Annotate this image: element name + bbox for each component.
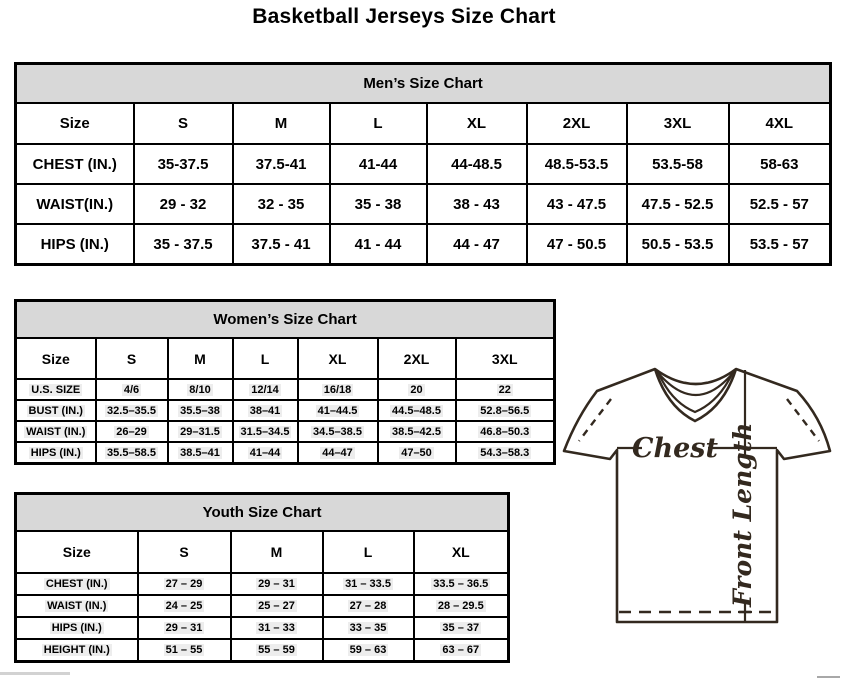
cell-text: 22: [498, 383, 511, 396]
size-value-cell: [233, 224, 330, 265]
cell-text: 51 – 55: [165, 644, 203, 656]
size-column-header: XL: [427, 103, 527, 144]
size-value-cell: [96, 400, 168, 421]
cell-text: 29 – 31: [258, 578, 295, 590]
cell-text: 41-44: [358, 155, 398, 173]
cell-text: 32 - 35: [257, 195, 305, 213]
cell-text: 38–41: [249, 404, 281, 417]
cell-text: 41–44: [249, 446, 281, 459]
size-value-cell: [231, 573, 323, 595]
youth-size-table: [14, 492, 510, 663]
size-value-cell: [298, 421, 378, 442]
size-value-cell: [231, 639, 323, 662]
womens-size-table: [14, 299, 556, 465]
cell-text: WAIST(IN.): [36, 195, 114, 213]
cell-text: 35.5–38: [180, 404, 220, 417]
table-band-row: [16, 301, 555, 339]
womens-table-title: Women’s Size Chart: [16, 301, 555, 339]
size-value-cell: [231, 617, 323, 639]
size-value-cell: [233, 184, 330, 224]
table-row: [16, 421, 555, 442]
size-column-header: M: [168, 338, 233, 379]
size-value-cell: [729, 224, 831, 265]
size-value-cell: [378, 421, 456, 442]
size-column-header: 3XL: [627, 103, 729, 144]
size-row-label: Size: [16, 338, 96, 379]
cell-text: 33.5 – 36.5: [433, 578, 489, 590]
size-row-label: Size: [16, 103, 134, 144]
row-label-cell: [16, 617, 138, 639]
size-column-header: S: [134, 103, 233, 144]
size-value-cell: [330, 144, 427, 184]
cell-text: 38 - 43: [453, 195, 500, 213]
size-column-header: 2XL: [527, 103, 627, 144]
cell-text: 59 – 63: [349, 644, 387, 656]
size-value-cell: [96, 421, 168, 442]
size-value-cell: [233, 144, 330, 184]
table-row: [16, 224, 831, 265]
size-value-cell: [627, 144, 729, 184]
youth-table-title: Youth Size Chart: [16, 494, 509, 532]
size-value-cell: [323, 595, 414, 617]
size-value-cell: [134, 224, 233, 265]
cell-text: 50.5 - 53.5: [641, 235, 714, 253]
cell-text: 31 – 33.5: [345, 578, 391, 590]
size-value-cell: [134, 184, 233, 224]
size-column-header: S: [138, 531, 231, 573]
cell-text: 27 – 29: [165, 578, 203, 590]
size-row-label: Size: [16, 531, 138, 573]
size-value-cell: [414, 573, 509, 595]
cell-text: 47 - 50.5: [546, 235, 607, 253]
cell-text: 35 - 38: [354, 195, 402, 213]
size-value-cell: [168, 379, 233, 400]
cell-text: 47–50: [401, 446, 432, 459]
cell-text: 52.8–56.5: [480, 404, 530, 417]
size-value-cell: [729, 184, 831, 224]
size-value-cell: [168, 442, 233, 464]
size-value-cell: [378, 442, 456, 464]
row-label-cell: [16, 442, 96, 464]
size-value-cell: [138, 595, 231, 617]
horizontal-scrollbar-fragment-left[interactable]: [0, 672, 70, 675]
size-header-row: [16, 531, 509, 573]
size-value-cell: [456, 400, 555, 421]
cell-text: HIPS (IN.): [40, 235, 109, 253]
table-band-row: [16, 64, 831, 104]
cell-text: 63 – 67: [442, 644, 480, 656]
cell-text: 28 – 29.5: [437, 600, 484, 612]
size-value-cell: [378, 379, 456, 400]
row-label-cell: [16, 144, 134, 184]
cell-text: 46.8–50.3: [480, 425, 530, 438]
cell-text: 31.5–34.5: [240, 425, 290, 438]
row-label-cell: [16, 379, 96, 400]
cell-text: HIPS (IN.): [51, 622, 102, 634]
cell-text: 48.5-53.5: [544, 155, 609, 173]
cell-text: 38.5–41: [180, 446, 220, 459]
cell-text: 37.5-41: [255, 155, 307, 173]
row-label-cell: [16, 184, 134, 224]
cell-text: 35-37.5: [157, 155, 209, 173]
row-label-cell: [16, 595, 138, 617]
cell-text: 12/14: [251, 383, 279, 396]
size-value-cell: [138, 639, 231, 662]
cell-text: WAIST (IN.): [26, 425, 86, 438]
size-column-header: XL: [298, 338, 378, 379]
size-column-header: 4XL: [729, 103, 831, 144]
table-row: [16, 442, 555, 464]
size-value-cell: [414, 639, 509, 662]
row-label-cell: [16, 573, 138, 595]
size-value-cell: [298, 442, 378, 464]
size-column-header: M: [233, 103, 330, 144]
cell-text: 41–44.5: [317, 404, 358, 417]
cell-text: CHEST (IN.): [45, 578, 108, 590]
page-title: Basketball Jerseys Size Chart: [252, 5, 556, 28]
cell-text: CHEST (IN.): [32, 155, 117, 173]
size-value-cell: [168, 400, 233, 421]
size-value-cell: [233, 442, 298, 464]
front-length-label: Front Length: [728, 422, 757, 607]
cell-text: 27 – 28: [349, 600, 387, 612]
mens-table-title: Men’s Size Chart: [16, 64, 831, 104]
size-value-cell: [456, 421, 555, 442]
size-column-header: 2XL: [378, 338, 456, 379]
chest-label: Chest: [632, 433, 718, 464]
cell-text: 54.3–58.3: [480, 446, 530, 459]
size-value-cell: [168, 421, 233, 442]
row-label-cell: [16, 224, 134, 265]
jersey-measurement-diagram: [555, 355, 843, 635]
size-value-cell: [456, 442, 555, 464]
cell-text: 37.5 - 41: [251, 235, 311, 253]
size-value-cell: [134, 144, 233, 184]
cell-text: 35 - 37.5: [153, 235, 213, 253]
size-value-cell: [729, 144, 831, 184]
horizontal-scrollbar-fragment-right[interactable]: [817, 676, 840, 678]
cell-text: 41 - 44: [354, 235, 402, 253]
cell-text: HEIGHT (IN.): [43, 644, 110, 656]
cell-text: 58-63: [760, 155, 799, 173]
cell-text: 26–29: [116, 425, 147, 438]
cell-text: BUST (IN.): [28, 404, 83, 417]
table-row: [16, 379, 555, 400]
size-value-cell: [323, 639, 414, 662]
cell-text: 29–31.5: [180, 425, 220, 438]
size-value-cell: [138, 617, 231, 639]
size-value-cell: [233, 421, 298, 442]
cell-text: 33 – 35: [349, 622, 387, 634]
size-value-cell: [323, 573, 414, 595]
table-row: [16, 617, 509, 639]
size-value-cell: [330, 224, 427, 265]
size-column-header: M: [231, 531, 323, 573]
cell-text: WAIST (IN.): [47, 600, 107, 612]
size-column-header: L: [233, 338, 298, 379]
cell-text: 52.5 - 57: [749, 195, 809, 213]
cell-text: 29 - 32: [159, 195, 207, 213]
cell-text: 25 – 27: [258, 600, 295, 612]
cell-text: 35.5–58.5: [107, 446, 156, 459]
row-label-cell: [16, 421, 96, 442]
cell-text: 4/6: [123, 383, 140, 396]
table-row: [16, 400, 555, 421]
size-column-header: L: [330, 103, 427, 144]
cell-text: 47.5 - 52.5: [641, 195, 714, 213]
table-row: [16, 573, 509, 595]
table-band-row: [16, 494, 509, 532]
cell-text: HIPS (IN.): [30, 446, 81, 459]
cell-text: 44 - 47: [453, 235, 500, 253]
size-value-cell: [96, 379, 168, 400]
size-value-cell: [627, 184, 729, 224]
cell-text: 38.5–42.5: [392, 425, 441, 438]
size-value-cell: [627, 224, 729, 265]
size-value-cell: [330, 184, 427, 224]
cell-text: 31 – 33: [258, 622, 295, 634]
cell-text: 44.5–48.5: [392, 404, 441, 417]
size-value-cell: [427, 144, 527, 184]
cell-text: 8/10: [189, 383, 211, 396]
cell-text: 29 – 31: [165, 622, 203, 634]
cell-text: 32.5–35.5: [107, 404, 156, 417]
row-label-cell: [16, 400, 96, 421]
table-row: [16, 144, 831, 184]
size-value-cell: [231, 595, 323, 617]
cell-text: 35 – 37: [442, 622, 480, 634]
size-value-cell: [527, 144, 627, 184]
size-value-cell: [414, 595, 509, 617]
size-header-row: [16, 103, 831, 144]
size-value-cell: [378, 400, 456, 421]
jersey-outline-shape: [564, 369, 830, 622]
cell-text: 53.5 - 57: [749, 235, 809, 253]
cell-text: U.S. SIZE: [31, 383, 81, 396]
size-value-cell: [138, 573, 231, 595]
size-value-cell: [427, 224, 527, 265]
size-value-cell: [527, 224, 627, 265]
size-value-cell: [96, 442, 168, 464]
size-value-cell: [323, 617, 414, 639]
cell-text: 24 – 25: [165, 600, 203, 612]
size-column-header: XL: [414, 531, 509, 573]
size-value-cell: [414, 617, 509, 639]
size-column-header: 3XL: [456, 338, 555, 379]
table-row: [16, 639, 509, 662]
size-value-cell: [456, 379, 555, 400]
cell-text: 53.5-58: [652, 155, 703, 173]
size-value-cell: [298, 379, 378, 400]
cell-text: 20: [410, 383, 423, 396]
cell-text: 44–47: [322, 446, 353, 459]
table-row: [16, 184, 831, 224]
row-label-cell: [16, 639, 138, 662]
size-header-row: [16, 338, 555, 379]
size-column-header: L: [323, 531, 414, 573]
size-value-cell: [233, 400, 298, 421]
table-row: [16, 595, 509, 617]
cell-text: 43 - 47.5: [546, 195, 607, 213]
cell-text: 34.5–38.5: [313, 425, 362, 438]
size-value-cell: [298, 400, 378, 421]
size-column-header: S: [96, 338, 168, 379]
size-value-cell: [233, 379, 298, 400]
cell-text: 16/18: [323, 383, 352, 396]
mens-size-table: [14, 62, 832, 266]
size-value-cell: [527, 184, 627, 224]
size-value-cell: [427, 184, 527, 224]
cell-text: 44-48.5: [451, 155, 502, 173]
cell-text: 55 – 59: [258, 644, 295, 656]
